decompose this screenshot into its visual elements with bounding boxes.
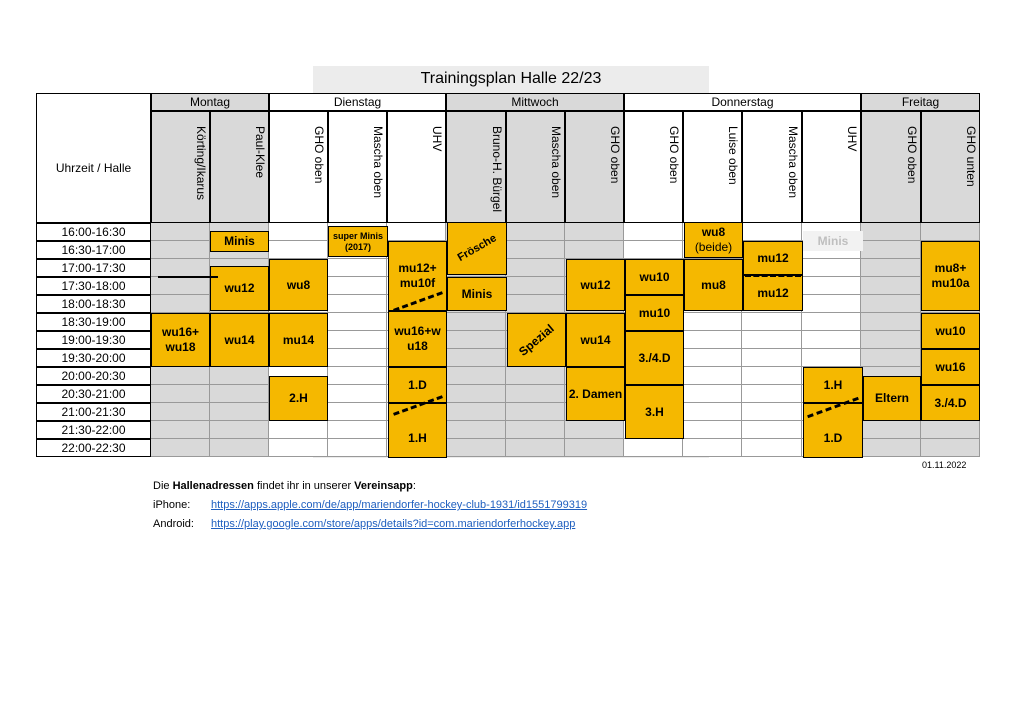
- hall-header-label: Bruno-H. Bürgel: [490, 126, 504, 213]
- block-mu12-mu10f: mu12+ mu10f: [388, 241, 447, 311]
- grid-cell: [151, 421, 210, 439]
- iphone-label: iPhone:: [153, 499, 191, 511]
- grid-cell: [565, 439, 624, 457]
- time-slot: 18:00-18:30: [36, 295, 151, 313]
- grid-cell: [210, 421, 269, 439]
- footer-mid: findet ihr in unserer: [253, 480, 355, 492]
- hall-header-label: Mascha oben: [549, 126, 563, 199]
- block-34d-freitag: 3./4.D: [921, 385, 980, 421]
- grid-cell: [506, 295, 565, 313]
- time-slot: 16:00-16:30: [36, 223, 151, 241]
- block-mu8-donnerstag: mu8: [684, 259, 743, 311]
- hall-header: [446, 111, 506, 223]
- grid-cell: [683, 439, 742, 457]
- grid-cell: [151, 277, 210, 295]
- block-mu8-mu10a: mu8+ mu10a: [921, 241, 980, 311]
- grid-cell: [861, 259, 921, 277]
- beide-label: (beide): [694, 240, 733, 254]
- block-2-damen: 2. Damen: [566, 367, 625, 421]
- hall-header-label: Luise oben: [726, 126, 740, 185]
- hall-header: [683, 111, 742, 223]
- grid-cell: [683, 367, 742, 385]
- grid-cell: [802, 349, 861, 367]
- time-slot: 17:30-18:00: [36, 277, 151, 295]
- grid-cell: [742, 439, 802, 457]
- grid-cell: [861, 349, 921, 367]
- grid-cell: [328, 277, 387, 295]
- time-slot: 21:30-22:00: [36, 421, 151, 439]
- grid-cell: [387, 223, 446, 241]
- hall-header-label: Mascha oben: [371, 126, 385, 199]
- block-froesche: [447, 222, 507, 275]
- grid-cell: [861, 295, 921, 313]
- day-header-montag: Montag: [151, 93, 269, 111]
- block-minis-donnerstag: Minis: [803, 231, 863, 251]
- grid-cell: [506, 241, 565, 259]
- time-slot: 19:30-20:00: [36, 349, 151, 367]
- grid-cell: [683, 421, 742, 439]
- grid-cell: [210, 403, 269, 421]
- grid-cell: [921, 223, 980, 241]
- grid-cell: [683, 349, 742, 367]
- grid-cell: [861, 331, 921, 349]
- grid-cell: [151, 241, 210, 259]
- grid-cell: [802, 313, 861, 331]
- android-link[interactable]: https://play.google.com/store/apps/details?id=com.mariendorferhockey.app: [211, 518, 576, 530]
- wu8-label: wu8: [701, 225, 726, 239]
- hall-header: [624, 111, 683, 223]
- block-1d-dienstag: 1.D: [388, 367, 447, 403]
- grid-cell: [269, 223, 328, 241]
- footer-bold-hallenadressen: Hallenadressen: [172, 480, 254, 492]
- grid-cell: [328, 403, 387, 421]
- time-slot: 18:30-19:00: [36, 313, 151, 331]
- grid-cell: [742, 331, 802, 349]
- time-slot: 19:00-19:30: [36, 331, 151, 349]
- hall-header: [921, 111, 980, 223]
- grid-cell: [446, 367, 506, 385]
- footer-line-1: [153, 480, 416, 492]
- hall-header-label: UHV: [845, 126, 859, 152]
- grid-cell: [506, 223, 565, 241]
- hall-header: [328, 111, 387, 223]
- grid-cell: [565, 223, 624, 241]
- grid-cell: [151, 259, 210, 277]
- block-mu12-donnerstag-b: mu12: [743, 275, 803, 311]
- hall-header-label: GHO oben: [905, 126, 919, 184]
- grid-cell: [506, 403, 565, 421]
- block-1d-donnerstag: 1.D: [803, 403, 863, 458]
- block-wu14-montag: wu14: [210, 313, 269, 367]
- grid-cell: [624, 439, 683, 457]
- block-wu10-donnerstag: wu10: [625, 259, 684, 295]
- block-3h-donnerstag: 3.H: [625, 385, 684, 439]
- day-header-mittwoch: Mittwoch: [446, 93, 624, 111]
- block-spezial: [507, 313, 566, 367]
- grid-cell: [328, 295, 387, 313]
- grid-cell: [210, 439, 269, 457]
- grid-cell: [802, 277, 861, 295]
- block-super-minis: super Minis (2017): [328, 226, 388, 257]
- page-title: Trainingsplan Halle 22/23: [420, 70, 602, 87]
- grid-cell: [446, 331, 506, 349]
- day-header-donnerstag: Donnerstag: [624, 93, 861, 111]
- grid-cell: [269, 241, 328, 259]
- time-slot: 20:30-21:00: [36, 385, 151, 403]
- grid-cell: [269, 421, 328, 439]
- grid-cell: [861, 313, 921, 331]
- android-label: Android:: [153, 518, 194, 530]
- block-eltern: Eltern: [863, 376, 921, 421]
- block-wu8-beide: [684, 222, 743, 258]
- block-2h-dienstag: 2.H: [269, 376, 328, 421]
- grid-cell: [151, 439, 210, 457]
- hall-header: [861, 111, 921, 223]
- grid-cell: [624, 241, 683, 259]
- time-slot: 20:00-20:30: [36, 367, 151, 385]
- block-wu8-dienstag: wu8: [269, 259, 328, 311]
- grid-cell: [269, 439, 328, 457]
- hall-header: [565, 111, 624, 223]
- grid-cell: [506, 277, 565, 295]
- grid-cell: [565, 241, 624, 259]
- hall-header-label: GHO unten: [964, 126, 978, 187]
- grid-cell: [328, 349, 387, 367]
- grid-cell: [328, 259, 387, 277]
- grid-cell: [151, 367, 210, 385]
- grid-cell: [328, 421, 387, 439]
- footer-line-iphone: [153, 499, 587, 511]
- footer-line-android: [153, 518, 575, 530]
- hall-header: [387, 111, 446, 223]
- grid-cell: [506, 367, 565, 385]
- grid-cell: [151, 223, 210, 241]
- grid-cell: [328, 385, 387, 403]
- grid-cell: [151, 385, 210, 403]
- grid-cell: [328, 331, 387, 349]
- stray-line-monday: [158, 276, 218, 278]
- hall-header-label: Körting/Ikarus: [194, 126, 208, 201]
- grid-cell: [565, 421, 624, 439]
- block-1h-dienstag: 1.H: [388, 403, 447, 458]
- block-34d-donnerstag: 3./4.D: [625, 331, 684, 385]
- hall-header: [506, 111, 565, 223]
- grid-cell: [328, 313, 387, 331]
- grid-cell: [506, 259, 565, 277]
- spezial-label: Spezial: [515, 320, 557, 359]
- block-wu16-wu18-dienstag: wu16+w u18: [388, 311, 447, 367]
- footer-post: :: [412, 480, 416, 492]
- grid-cell: [446, 349, 506, 367]
- block-minis-mittwoch: Minis: [447, 277, 507, 311]
- block-minis-montag: Minis: [210, 231, 269, 252]
- block-mu14-dienstag: mu14: [269, 313, 328, 367]
- grid-cell: [506, 439, 565, 457]
- grid-cell: [328, 439, 387, 457]
- grid-cell: [446, 385, 506, 403]
- time-slot: 21:00-21:30: [36, 403, 151, 421]
- grid-cell: [802, 331, 861, 349]
- time-slot: 22:00-22:30: [36, 439, 151, 457]
- grid-cell: [506, 385, 565, 403]
- grid-cell: [861, 241, 921, 259]
- hall-header: [802, 111, 861, 223]
- grid-cell: [802, 259, 861, 277]
- grid-cell: [210, 367, 269, 385]
- grid-cell: [921, 421, 980, 439]
- block-wu14-mittwoch: wu14: [566, 313, 625, 367]
- grid-cell: [328, 367, 387, 385]
- dashed-divider-mascha-thu: [745, 274, 801, 277]
- time-slot: 16:30-17:00: [36, 241, 151, 259]
- block-1h-donnerstag: 1.H: [803, 367, 863, 403]
- grid-cell: [802, 295, 861, 313]
- hall-header: [269, 111, 328, 223]
- hall-header: [742, 111, 802, 223]
- grid-cell: [683, 313, 742, 331]
- block-wu12-mittwoch: wu12: [566, 259, 625, 311]
- grid-cell: [151, 295, 210, 313]
- grid-cell: [683, 385, 742, 403]
- block-mu12-donnerstag-a: mu12: [743, 241, 803, 275]
- grid-cell: [921, 439, 980, 457]
- grid-cell: [506, 421, 565, 439]
- day-header-freitag: Freitag: [861, 93, 980, 111]
- grid-cell: [624, 223, 683, 241]
- grid-cell: [742, 385, 802, 403]
- hall-header-label: Paul-Klee: [253, 126, 267, 179]
- grid-cell: [446, 313, 506, 331]
- grid-cell: [683, 331, 742, 349]
- time-slot: 17:00-17:30: [36, 259, 151, 277]
- block-wu10-freitag: wu10: [921, 313, 980, 349]
- hall-header-label: GHO oben: [608, 126, 622, 184]
- grid-cell: [151, 403, 210, 421]
- block-wu12-montag: wu12: [210, 266, 269, 311]
- block-wu16-wu18-montag: wu16+ wu18: [151, 313, 210, 367]
- froesche-label: Frösche: [455, 232, 499, 264]
- grid-cell: [742, 349, 802, 367]
- date-label: 01.11.2022: [922, 460, 967, 470]
- grid-cell: [446, 421, 506, 439]
- corner-cell: [36, 93, 151, 223]
- grid-cell: [861, 439, 921, 457]
- grid-cell: [683, 403, 742, 421]
- hall-header-label: GHO oben: [312, 126, 326, 184]
- hall-header-label: UHV: [430, 126, 444, 152]
- grid-cell: [742, 223, 802, 241]
- hall-header-label: Mascha oben: [786, 126, 800, 199]
- grid-cell: [742, 367, 802, 385]
- iphone-link[interactable]: https://apps.apple.com/de/app/mariendorfer-hockey-club-1931/id1551799319: [211, 499, 588, 511]
- hall-header: [210, 111, 269, 223]
- block-mu10-donnerstag: mu10: [625, 295, 684, 331]
- grid-cell: [742, 421, 802, 439]
- hall-header: [151, 111, 210, 223]
- hall-header-label: GHO oben: [667, 126, 681, 184]
- grid-cell: [446, 439, 506, 457]
- grid-cell: [861, 421, 921, 439]
- footer-pre: Die: [153, 480, 173, 492]
- grid-cell: [861, 223, 921, 241]
- grid-cell: [742, 313, 802, 331]
- grid-cell: [210, 385, 269, 403]
- grid-cell: [861, 277, 921, 295]
- grid-cell: [446, 403, 506, 421]
- day-header-dienstag: Dienstag: [269, 93, 446, 111]
- corner-label: Uhrzeit / Halle: [55, 161, 132, 175]
- grid-cell: [742, 403, 802, 421]
- block-wu16-freitag: wu16: [921, 349, 980, 385]
- footer-bold-vereinsapp: Vereinsapp: [354, 480, 413, 492]
